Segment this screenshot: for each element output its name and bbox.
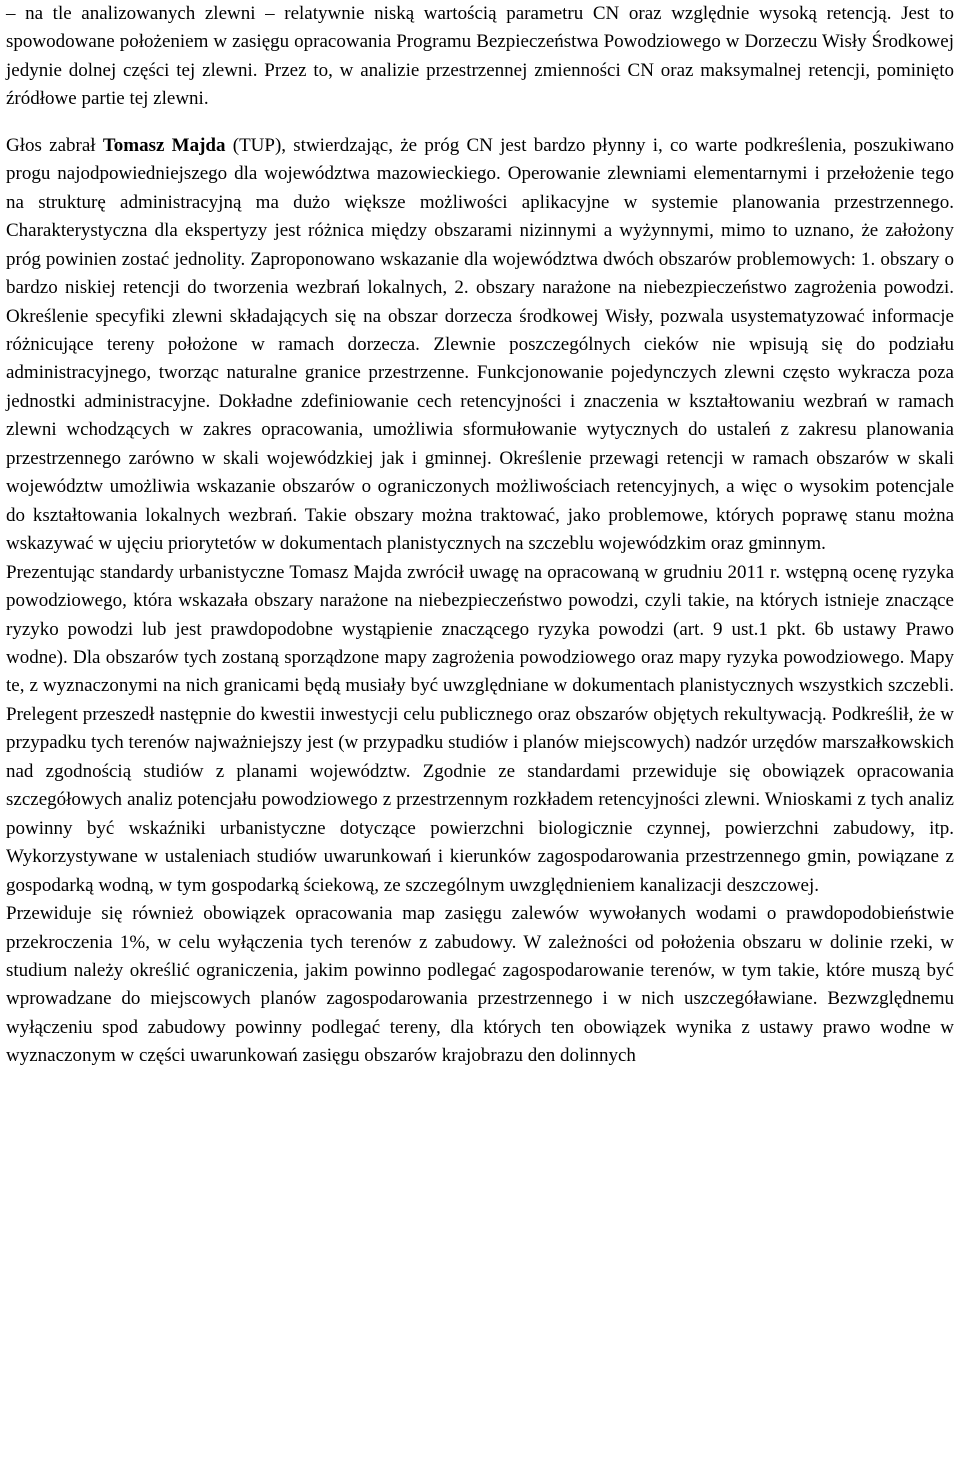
paragraph-majda-statement (6, 132, 954, 559)
paragraph-gap (6, 114, 954, 132)
paragraph-urban-standards: Prezentując standardy urbanistyczne Tomasz Majda zwrócił uwagę na opracowaną w grudniu 2011 r. wstępną ocenę ryzyka powodziowego, która wskazała obszary narażone na niebezpieczeństwo powodzi, czyli takie, na których istnieje znaczące ryzyko powodzi lub jest prawdopodobne wystąpienie znaczącego ryzyka powodzi (art. 9 ust.1 pkt. 6b ustawy Prawo wodne). Dla obszarów tych zostaną sporządzone mapy zagrożenia powodziowego oraz mapy ryzyka powodziowego. Mapy te, z wyznaczonymi na nich granicami będą musiały być uwzględniane w dokumentach planistycznych wszystkich szczebli. Prelegent przeszedł następnie do kwestii inwestycji celu publicznego oraz obszarów objętych rekultywacją. Podkreślił, że w przypadku tych terenów najważniejszy jest (w przypadku studiów i planów miejscowych) nadzór urzędów marszałkowskich nad zgodnością studiów z planami województw. Zgodnie ze standardami przewiduje się obowiązek opracowania szczegółowych analiz potencjału powodziowego z przestrzennym rozkładem retencyjności zlewni. Wnioskami z tych analiz powinny być wskaźniki urbanistyczne dotyczące powierzchni biologicznie czynnej, powierzchni zabudowy, itp. Wykorzystywane w ustaleniach studiów uwarunkowań i kierunków zagospodarowania przestrzennego gmin, powiązane z gospodarką wodną, w tym gospodarką ściekową, ze szczególnym uwzględnieniem kanalizacji deszczowej. (6, 561, 954, 896)
document-page (6, 0, 954, 1071)
paragraph-flood-maps: Przewiduje się również obowiązek opracowania map zasięgu zalewów wywołanych wodami o prawdopodobieństwie przekroczenia 1%, w celu wyłączenia tych terenów z zabudowy. W zależności od położenia obszaru w dolinie rzeki, w studium należy określić ograniczenia, jakim powinno podlegać zagospodarowanie terenów, w tym takie, które muszą być wprowadzane do miejscowych planów zagospodarowania przestrzennego i w nich uszczegóławiane. Bezwzględnemu wyłączeniu spod zabudowy powinny podlegać tereny, dla których ten obowiązek wynika z ustawy prawo wodne w wyznaczonym w części uwarunkowań zasięgu obszarów krajobrazu den dolinnych (6, 903, 954, 1067)
paragraph-body: (TUP), stwierdzając, że próg CN jest bardzo płynny i, co warte podkreślenia, poszukiwano progu najodpowiedniejszego dla województwa mazowieckiego. Operowanie zlewniami elementarnymi i przełożenie tego na strukturę administracyjną ma dużo większe możliwości aplikacyjne w systemie planowania przestrzennego. Charakterystyczna dla ekspertyzy jest różnica między obszarami nizinnymi a wyżynnymi, mimo to uznano, że założony próg powinien zostać jednolity. Zaproponowano wskazanie dla województwa dwóch obszarów problemowych: 1. obszary o bardzo niskiej retencji do tworzenia wezbrań lokalnych, 2. obszary narażone na niebezpieczeństwo zagrożenia powodzi. Określenie specyfiki zlewni składających się na obszar dorzecza środkowej Wisły, pozwala usystematyzować informacje różnicujące tereny położone w ramach dorzecza. Zlewnie poszczególnych cieków nie wpisują się do podziału administracyjnego, tworząc naturalne granice przestrzenne. Funkcjonowanie pojedynczych zlewni często wykracza poza jednostki administracyjne. Dokładne zdefiniowanie cech retencyjności i znaczenia w kształtowaniu wezbrań w ramach zlewni wchodzących w zakres opracowania, umożliwia sformułowanie wytycznych do ustaleń z zakresu planowania przestrzennego zarówno w skali wojewódzkiej jak i gminnej. Określenie przewagi retencji w ramach obszarów w skali województw umożliwia wskazanie obszarów o ograniczonych możliwościach retencyjnych, a więc o wysokim potencjale do kształtowania lokalnych wezbrań. Takie obszary można traktować, jako problemowe, których poprawę stanu można wskazywać w ujęciu priorytetów w dokumentach planistycznych na szczeblu wojewódzkim oraz gminnym. (6, 134, 954, 555)
speaker-name: Tomasz Majda (102, 134, 226, 156)
paragraph-retention-context: – na tle analizowanych zlewni – relatywnie niską wartością parametru CN oraz względnie wysoką retencją. Jest to spowodowane położeniem w zasięgu opracowania Programu Bezpieczeństwa Powodziowego w Dorzeczu Wisły Środkowej jedynie dolnej części tej zlewni. Przez to, w analizie przestrzennej zmienności CN oraz maksymalnej retencji, pominięto źródłowe partie tej zlewni. (6, 3, 954, 110)
paragraph-intro: Głos zabrał (6, 134, 103, 156)
